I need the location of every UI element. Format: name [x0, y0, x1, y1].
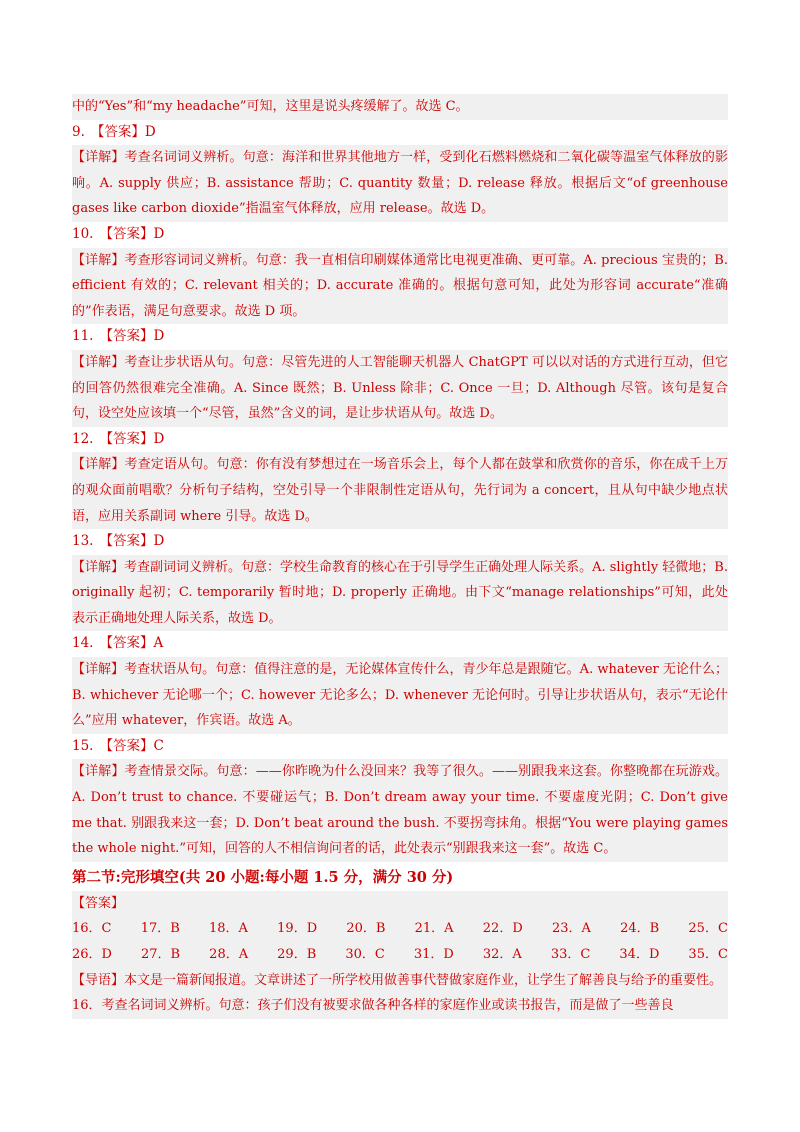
- grid-cell: 26．D: [72, 947, 112, 962]
- detail-paragraph: 【详解】考查让步状语从句。句意：尽管先进的人工智能聊天机器人 ChatGPT 可以以对话的方式进行互动，但它的回答仍然很难完全准确。A. Since 既然；B. Unless 除非；C. Once 一旦；D. Although 尽管。该句是复合句，设空处应该填一个“尽管，虽然”含义的词，是让步状语从句。故选 D。: [72, 350, 728, 427]
- answer-line: 14. 【答案】A: [72, 635, 164, 652]
- top-line: 中的“Yes”和“my headache”可知，这里是说头疼缓解了。故选 C。: [72, 94, 728, 120]
- grid-cell: 16．C: [72, 921, 112, 937]
- grid-cell: 20．B: [346, 921, 386, 937]
- grid-cell: 30．C: [345, 947, 385, 962]
- grid-cell: 23．A: [551, 921, 591, 937]
- grid-cell: 28．A: [209, 947, 249, 962]
- grid-cell: 17．B: [140, 921, 180, 937]
- section-title: 第二节:完形填空(共 20 小题:每小题 1.5 分，满分 30 分): [72, 868, 454, 886]
- grid-cell: 33．C: [550, 947, 591, 962]
- grid-cell: 27．B: [141, 947, 181, 962]
- answer-line: 11. 【答案】D: [72, 328, 165, 345]
- q16-explanation: 16．考查名词词义辨析。句意：孩子们没有被要求做各种各样的家庭作业或读书报告，而是做了一些善良: [72, 998, 674, 1014]
- answer-label: 【答案】: [72, 895, 125, 911]
- question-13: [72, 529, 728, 631]
- question-15: [72, 734, 728, 862]
- grid-cell: 18．A: [209, 921, 248, 937]
- question-14: [72, 631, 728, 733]
- grid-cell: 25．C: [688, 921, 728, 937]
- answer-line: 12. 【答案】D: [72, 430, 165, 447]
- grid-cell: 21．A: [414, 921, 454, 937]
- answer-grid-row: [72, 916, 728, 942]
- answer-grid-row: [72, 942, 728, 968]
- cloze-answer-block: [72, 891, 728, 1019]
- detail-paragraph: 【详解】考查情景交际。句意：——你昨晚为什么没回来？我等了很久。——别跟我来这套。你整晚都在玩游戏。A. Don’t trust to chance. 不要碰运气；B. Don’t dream away your time. 不要虚度光阴；C. Don’t give me that. 别跟我来这一套；D. Don’t beat around the bush. 不要拐弯抹角。根据“You were playing games the whole night.”可知，回答的人不相信询问者的话，此处表示“别跟我来这一套”。故选 C。: [72, 759, 728, 861]
- grid-cell: 22．D: [482, 921, 523, 937]
- guide-paragraph: 【导语】本文是一篇新闻报道。文章讲述了一所学校用做善事代替做家庭作业，让学生了解善良与给予的重要性。: [72, 972, 723, 988]
- answer-line: 13. 【答案】D: [72, 533, 165, 550]
- question-11: [72, 324, 728, 426]
- grid-cell: 29．B: [277, 947, 317, 962]
- answer-line: 15. 【答案】C: [72, 737, 164, 754]
- grid-cell: 34．D: [619, 947, 660, 962]
- grid-cell: 32．A: [482, 947, 522, 962]
- detail-paragraph: 【详解】考查形容词词义辨析。句意：我一直相信印刷媒体通常比电视更准确、更可靠。A. precious 宝贵的；B. efficient 有效的；C. relevant 相关的；D. accurate 准确的。根据句意可知，此处为形容词 accurate“准确的”作表语，满足句意要求。故选 D 项。: [72, 248, 728, 325]
- grid-cell: 19．D: [277, 921, 318, 937]
- question-12: [72, 427, 728, 529]
- answer-key-content: [72, 94, 728, 1019]
- grid-cell: 35．C: [688, 947, 728, 962]
- detail-paragraph: 【详解】考查状语从句。句意：值得注意的是，无论媒体宣传什么，青少年总是跟随它。A. whatever 无论什么；B. whichever 无论哪一个；C. however 无论多么；D. whenever 无论何时。引导让步状语从句，表示“无论什么”应用 whatever，作宾语。故选 A。: [72, 657, 728, 734]
- answer-line: 10. 【答案】D: [72, 225, 165, 242]
- detail-paragraph: 【详解】考查副词词义辨析。句意：学校生命教育的核心在于引导学生正确处理人际关系。A. slightly 轻微地；B. originally 起初；C. temporarily 暂时地；D. properly 正确地。由下文“manage relationships”可知，此处表示正确地处理人际关系，故选 D。: [72, 555, 728, 632]
- question-9: [72, 120, 728, 222]
- question-10: [72, 222, 728, 324]
- grid-cell: 24．B: [620, 921, 660, 937]
- detail-paragraph: 【详解】考查名词词义辨析。句意：海洋和世界其他地方一样，受到化石燃料燃烧和二氧化碳等温室气体释放的影响。A. supply 供应；B. assistance 帮助；C. quantity 数量；D. release 释放。根据后文“of greenhouse gases like carbon dioxide”指温室气体释放，应用 release。故选 D。: [72, 145, 728, 222]
- detail-paragraph: 【详解】考查定语从句。句意：你有没有梦想过在一场音乐会上，每个人都在鼓掌和欣赏你的音乐，你在成千上万的观众面前唱歌？分析句子结构，空处引导一个非限制性定语从句，先行词为 a concert，且从句中缺少地点状语，应用关系副词 where 引导。故选 D。: [72, 452, 728, 529]
- grid-cell: 31．D: [413, 947, 454, 962]
- answer-line: 9. 【答案】D: [72, 123, 156, 140]
